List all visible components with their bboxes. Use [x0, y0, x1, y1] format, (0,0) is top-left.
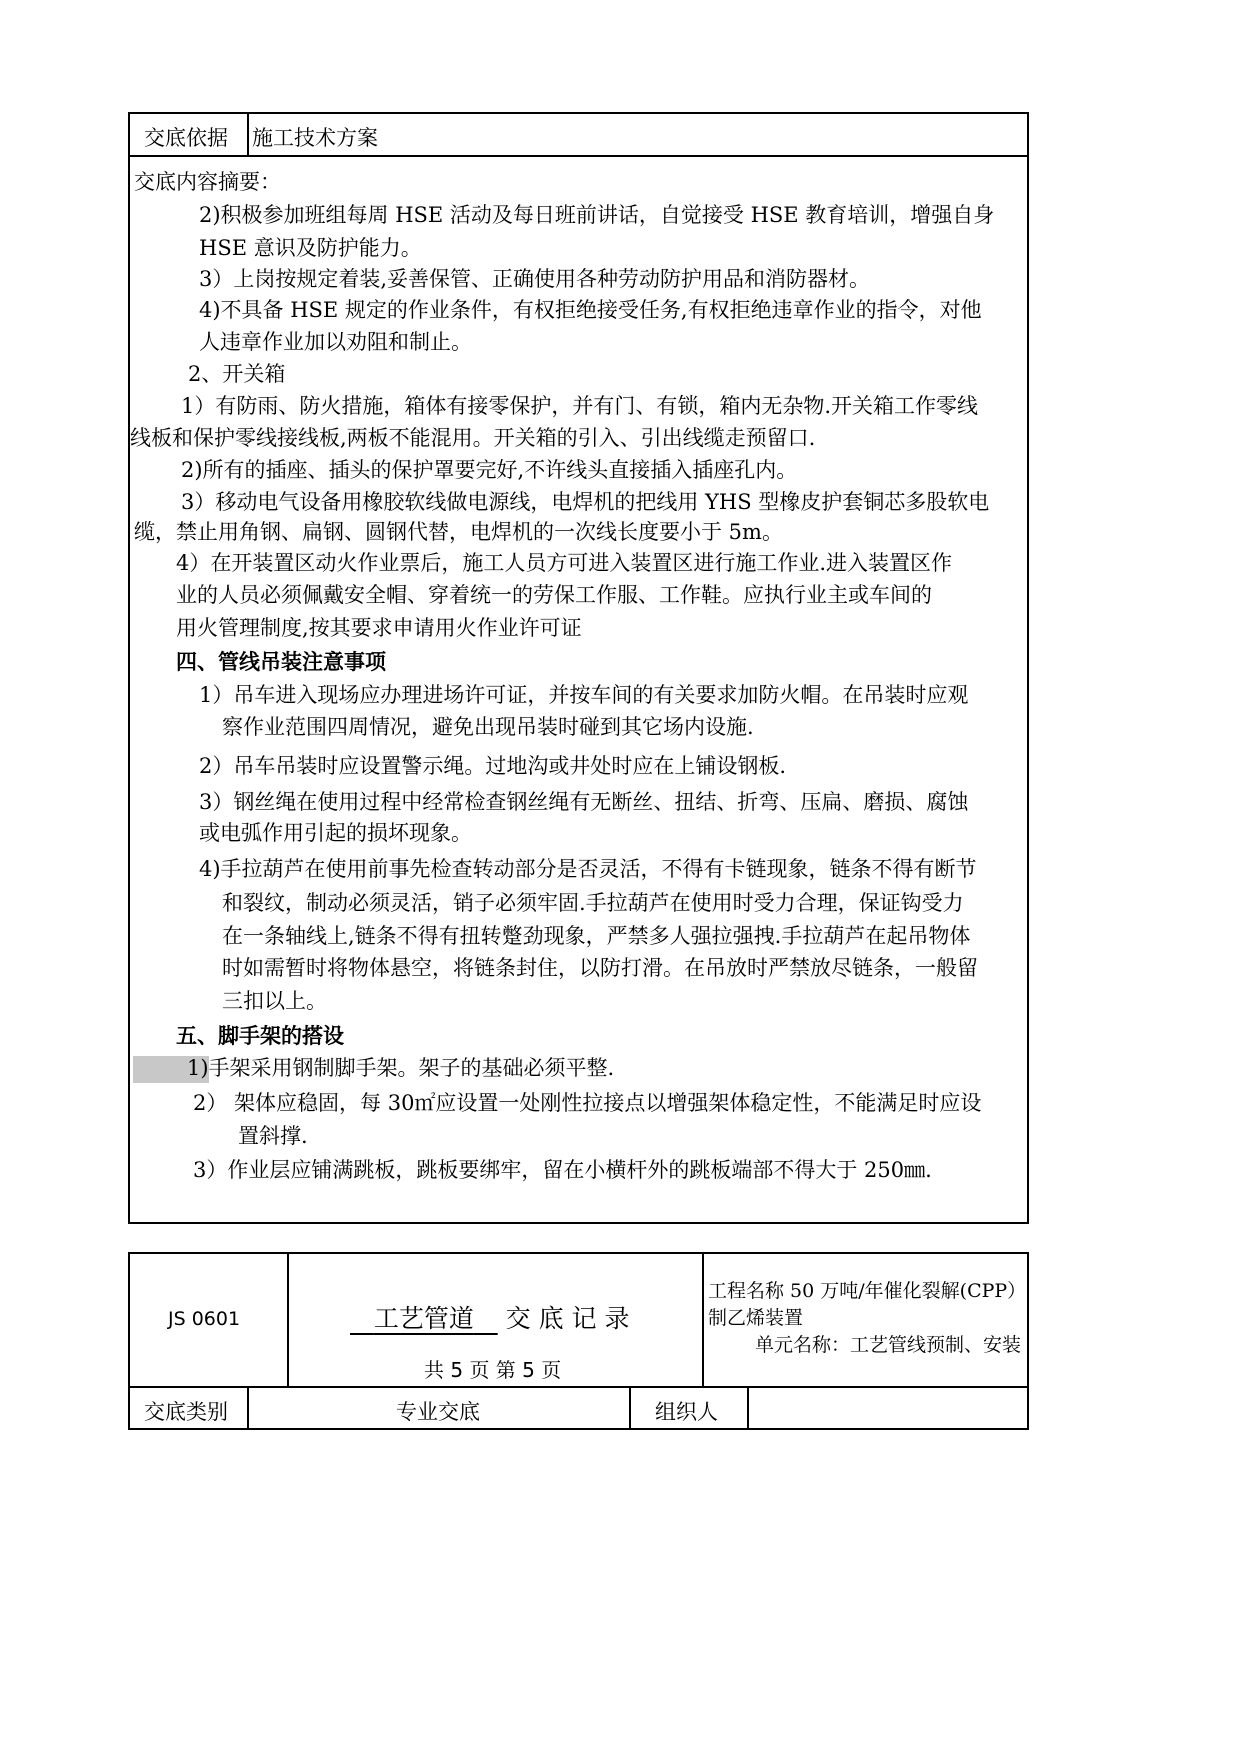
summary-line: 2）吊车吊装时应设置警示绳。过地沟或井处时应在上铺设钢板.	[199, 754, 787, 778]
summary-line: 三扣以上。	[222, 989, 327, 1013]
header-row-divider	[128, 1386, 1029, 1388]
category-label: 交底类别	[144, 1400, 228, 1424]
organizer-divider-left	[629, 1386, 631, 1430]
summary-line: 2） 架体应稳固，每 30㎡应设置一处刚性拉接点以增强架体稳定性，不能满足时应设	[193, 1091, 982, 1115]
summary-line: 置斜撑.	[238, 1124, 308, 1148]
summary-line: 在一条轴线上,链条不得有扭转蹩劲现象，严禁多人强拉强拽.手拉葫芦在起吊物体	[222, 924, 971, 948]
summary-line: 用火管理制度,按其要求申请用火作业许可证	[176, 616, 582, 640]
organizer-label: 组织人	[655, 1400, 718, 1424]
summary-line: 2)积极参加班组每周 HSE 活动及每日班前讲话，自觉接受 HSE 教育培训，增强自身	[199, 203, 995, 227]
section-heading: 四、管线吊装注意事项	[176, 649, 386, 674]
record-code: JS 0601	[168, 1308, 241, 1330]
summary-line: 时如需暂时将物体悬空，将链条封住，以防打滑。在吊放时严禁放尽链条，一般留	[222, 956, 978, 980]
record-title-underlined: 工艺管道	[373, 1304, 474, 1333]
top-table-column-divider	[247, 112, 249, 156]
header-divider-code	[287, 1252, 289, 1386]
summary-line: 察作业范围四周情况，避免出现吊装时碰到其它场内设施.	[222, 715, 754, 739]
summary-line: 和裂纹，制动必须灵活，销子必须牢固.手拉葫芦在使用时受力合理，保证钩受力	[222, 891, 964, 915]
summary-label: 交底内容摘要：	[134, 170, 281, 194]
summary-line: 3）钢丝绳在使用过程中经常检查钢丝绳有无断丝、扭结、折弯、压扁、磨损、腐蚀	[199, 790, 969, 814]
summary-line: 2)所有的插座、插头的保护罩要完好,不许线头直接插入插座孔内。	[181, 458, 798, 482]
summary-line: 3）上岗按规定着装,妥善保管、正确使用各种劳动防护用品和消防器材。	[199, 267, 871, 291]
organizer-divider-right	[747, 1386, 749, 1430]
project-name-line2: 制乙烯装置	[708, 1307, 804, 1329]
summary-line: 4)不具备 HSE 规定的作业条件，有权拒绝接受任务,有权拒绝违章作业的指令，对他	[199, 298, 982, 322]
summary-line: 缆，禁止用角钢、扁钢、圆钢代替，电焊机的一次线长度要小于 5m。	[134, 520, 783, 544]
summary-line: HSE 意识及防护能力。	[199, 236, 422, 260]
summary-line: 线板和保护零线接线板,两板不能混用。开关箱的引入、引出线缆走预留口.	[130, 426, 816, 450]
summary-line: 人违章作业加以劝阻和制止。	[199, 330, 472, 354]
summary-line: 业的人员必须佩戴安全帽、穿着统一的劳保工作服、工作鞋。应执行业主或车间的	[176, 583, 932, 607]
page-count: 共 5 页 第 5 页	[424, 1358, 562, 1382]
unit-name: 单元名称：工艺管线预制、安装	[755, 1334, 1022, 1356]
summary-line: 4）在开装置区动火作业票后，施工人员方可进入装置区进行施工作业.进入装置区作	[176, 551, 953, 575]
section-heading: 2、开关箱	[188, 362, 286, 386]
project-name-line1: 工程名称 50 万吨/年催化裂解(CPP）	[708, 1280, 1027, 1302]
summary-line: 或电弧作用引起的损坏现象。	[199, 821, 472, 845]
summary-line: 1）有防雨、防火措施，箱体有接零保护，并有门、有锁，箱内无杂物.开关箱工作零线	[181, 394, 979, 418]
summary-line: 3）移动电气设备用橡胶软线做电源线，电焊机的把线用 YHS 型橡皮护套铜芯多股软电	[181, 490, 990, 514]
summary-line: 1）吊车进入现场应办理进场许可证，并按车间的有关要求加防火帽。在吊装时应观	[199, 683, 969, 707]
basis-value: 施工技术方案	[252, 126, 378, 150]
header-divider-project	[702, 1252, 704, 1386]
summary-line: 1)手架采用钢制脚手架。架子的基础必须平整.	[187, 1056, 615, 1080]
category-divider	[247, 1386, 249, 1430]
basis-label: 交底依据	[144, 126, 228, 150]
record-title	[350, 1306, 630, 1331]
top-table-divider	[128, 155, 1029, 157]
summary-line: 3）作业层应铺满跳板，跳板要绑牢，留在小横杆外的跳板端部不得大于 250㎜.	[193, 1158, 932, 1182]
record-title-rest: 交 底 记 录	[505, 1304, 630, 1333]
category-value: 专业交底	[396, 1400, 480, 1424]
section-heading: 五、脚手架的搭设	[176, 1023, 344, 1048]
summary-line: 4)手拉葫芦在使用前事先检查转动部分是否灵活，不得有卡链现象，链条不得有断节	[199, 857, 977, 881]
